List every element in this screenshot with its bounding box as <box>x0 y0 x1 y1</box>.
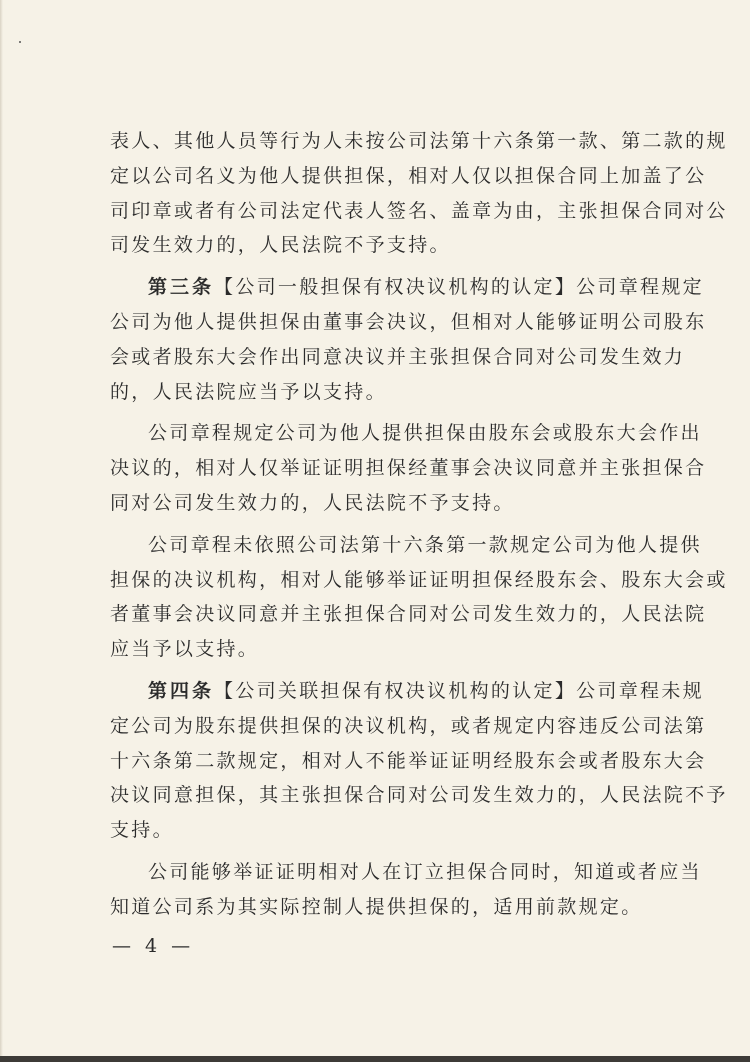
text-line: 定公司为股东提供担保的决议机构，或者规定内容违反公司法第 <box>110 714 707 737</box>
text-line <box>110 674 704 709</box>
text-line: 表人、其他人员等行为人未按公司法第十六条第一款、第二款的规 <box>110 130 728 152</box>
article-number: 第四条 <box>148 679 215 702</box>
text-line: 担保的决议机构，相对人能够举证证明担保经股东会、股东大会或 <box>110 568 728 591</box>
scan-speck <box>19 41 21 43</box>
text-line: 公司能够举证证明相对人在订立担保合同时，知道或者应当 <box>148 860 702 883</box>
text-line: 的，人民法院应当予以支持。 <box>110 380 387 403</box>
text-line: 者董事会决议同意并主张担保合同对公司发生效力的，人民法院 <box>110 603 707 626</box>
text-line: 应当予以支持。 <box>110 638 260 661</box>
paragraph-article-4 <box>110 674 728 848</box>
text-line: 知道公司系为其实际控制人提供担保的，适用前款规定。 <box>110 895 643 918</box>
paragraph-3 <box>110 416 707 520</box>
article-heading-text: 【公司关联担保有权决议机构的认定】公司章程未规 <box>214 679 704 702</box>
text-line: 决议的，相对人仅举证证明担保经董事会决议同意并主张担保合 <box>110 457 707 480</box>
paragraph-6 <box>110 855 702 925</box>
paragraph-4 <box>110 528 728 667</box>
text-line: 同对公司发生效力的，人民法院不予支持。 <box>110 491 515 514</box>
scan-bottom-edge <box>0 1056 750 1062</box>
text-line: 决议同意担保，其主张担保合同对公司发生效力的，人民法院不予 <box>110 784 728 807</box>
page-left-shadow <box>0 0 3 1062</box>
article-heading-text: 【公司一般担保有权决议机构的认定】公司章程规定 <box>214 276 704 299</box>
text-line: 十六条第二款规定，相对人不能举证证明经股东会或者股东大会 <box>110 749 707 772</box>
paragraph-1 <box>110 124 728 263</box>
text-line: 支持。 <box>110 819 174 842</box>
page-number: — 4 — <box>112 935 195 957</box>
article-number: 第三条 <box>148 276 215 299</box>
text-line: 司发生效力的，人民法院不予支持。 <box>110 234 451 257</box>
paragraph-article-3 <box>110 270 707 409</box>
text-line: 公司为他人提供担保由董事会决议，但相对人能够证明公司股东 <box>110 310 707 333</box>
text-line: 定以公司名义为他人提供担保，相对人仅以担保合同上加盖了公 <box>110 164 707 187</box>
text-line: 公司章程未依照公司法第十六条第一款规定公司为他人提供 <box>148 533 702 556</box>
text-line: 会或者股东大会作出同意决议并主张担保合同对公司发生效力 <box>110 345 686 368</box>
text-line: 司印章或者有公司法定代表人签名、盖章为由，主张担保合同对公 <box>110 199 728 222</box>
text-line: 公司章程规定公司为他人提供担保由股东会或股东大会作出 <box>148 422 702 445</box>
document-body <box>110 124 728 925</box>
text-line <box>110 270 704 305</box>
